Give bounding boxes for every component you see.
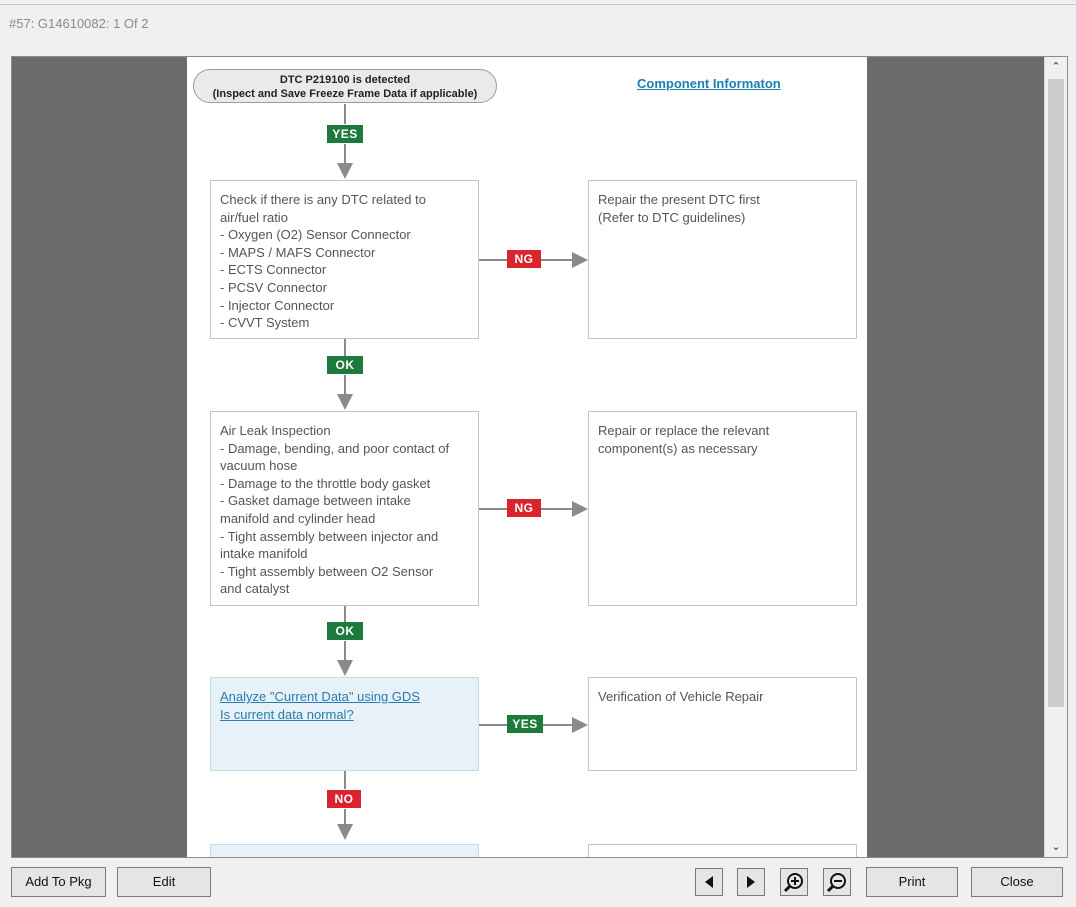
yes-badge: YES: [327, 125, 363, 143]
no-badge: NO: [327, 790, 361, 808]
document-title: #57: G14610082: 1 Of 2: [9, 16, 149, 31]
prev-page-button[interactable]: [695, 868, 723, 896]
ok-badge: OK: [327, 356, 363, 374]
right-arrow-icon: [572, 717, 588, 733]
close-button[interactable]: Close: [971, 867, 1063, 897]
next-page-button[interactable]: [737, 868, 765, 896]
result-repair-replace-box: Repair or replace the relevant component(s) as necessary: [588, 411, 857, 606]
connector-line: [344, 809, 346, 825]
ng-badge: NG: [507, 250, 541, 268]
ng-badge: NG: [507, 499, 541, 517]
zoom-in-button[interactable]: [780, 868, 808, 896]
connector-line: [344, 144, 346, 164]
print-button[interactable]: Print: [866, 867, 958, 897]
edit-button[interactable]: Edit: [117, 867, 211, 897]
zoom-in-icon: [783, 871, 805, 893]
connector-line: [541, 508, 573, 510]
step-current-data-box: [210, 677, 479, 771]
add-to-pkg-button[interactable]: Add To Pkg: [11, 867, 106, 897]
is-data-normal-link[interactable]: Is current data normal?: [220, 706, 354, 722]
result-verification-box: Verification of Vehicle Repair: [588, 677, 857, 771]
connector-line: [479, 259, 507, 261]
connector-line: [344, 375, 346, 395]
connector-line: [344, 606, 346, 622]
connector-line: [479, 508, 507, 510]
document-viewer[interactable]: [11, 56, 1068, 858]
step-air-leak-box: Air Leak Inspection - Damage, bending, and poor contact of vacuum hose - Damage to the throttle body gasket - Gasket damage between intake manifold and cylinder head - Tight assembly between injector and intake manifold - Tight assembly between O2 Sensor and catalyst: [210, 411, 479, 606]
zoom-out-button[interactable]: [823, 868, 851, 896]
start-node: DTC P219100 is detected (Inspect and Save Freeze Frame Data if applicable): [193, 69, 497, 103]
connector-line: [344, 339, 346, 356]
connector-line: [344, 641, 346, 661]
next-step-box: [210, 844, 479, 857]
down-arrow-icon: [337, 394, 353, 410]
vertical-scrollbar[interactable]: [1044, 57, 1067, 857]
top-divider: [0, 4, 1076, 5]
component-information-link[interactable]: Component Informaton: [637, 76, 781, 91]
next-page-icon: [744, 875, 758, 889]
down-arrow-icon: [337, 824, 353, 840]
next-result-box: [588, 844, 857, 857]
down-arrow-icon: [337, 660, 353, 676]
document-page: [187, 57, 867, 857]
connector-line: [541, 259, 573, 261]
connector-line: [543, 724, 573, 726]
yes-badge: YES: [507, 715, 543, 733]
scroll-up-icon[interactable]: ⌃: [1051, 60, 1061, 73]
scroll-down-icon[interactable]: ⌄: [1051, 840, 1061, 853]
scrollbar-thumb[interactable]: [1048, 79, 1064, 707]
step-dtc-check-box: Check if there is any DTC related to air/fuel ratio - Oxygen (O2) Sensor Connector - MAPS / MAFS Connector - ECTS Connector - PCSV Connector - Injector Connector - CVVT System: [210, 180, 479, 339]
zoom-out-icon: [826, 871, 848, 893]
analyze-current-data-link[interactable]: Analyze "Current Data" using GDS: [220, 689, 420, 704]
result-repair-dtc-box: Repair the present DTC first (Refer to DTC guidelines): [588, 180, 857, 339]
right-arrow-icon: [572, 501, 588, 517]
ok-badge: OK: [327, 622, 363, 640]
prev-page-icon: [702, 875, 716, 889]
down-arrow-icon: [337, 163, 353, 179]
connector-line: [344, 104, 346, 124]
connector-line: [344, 771, 346, 789]
connector-line: [479, 724, 507, 726]
right-arrow-icon: [572, 252, 588, 268]
